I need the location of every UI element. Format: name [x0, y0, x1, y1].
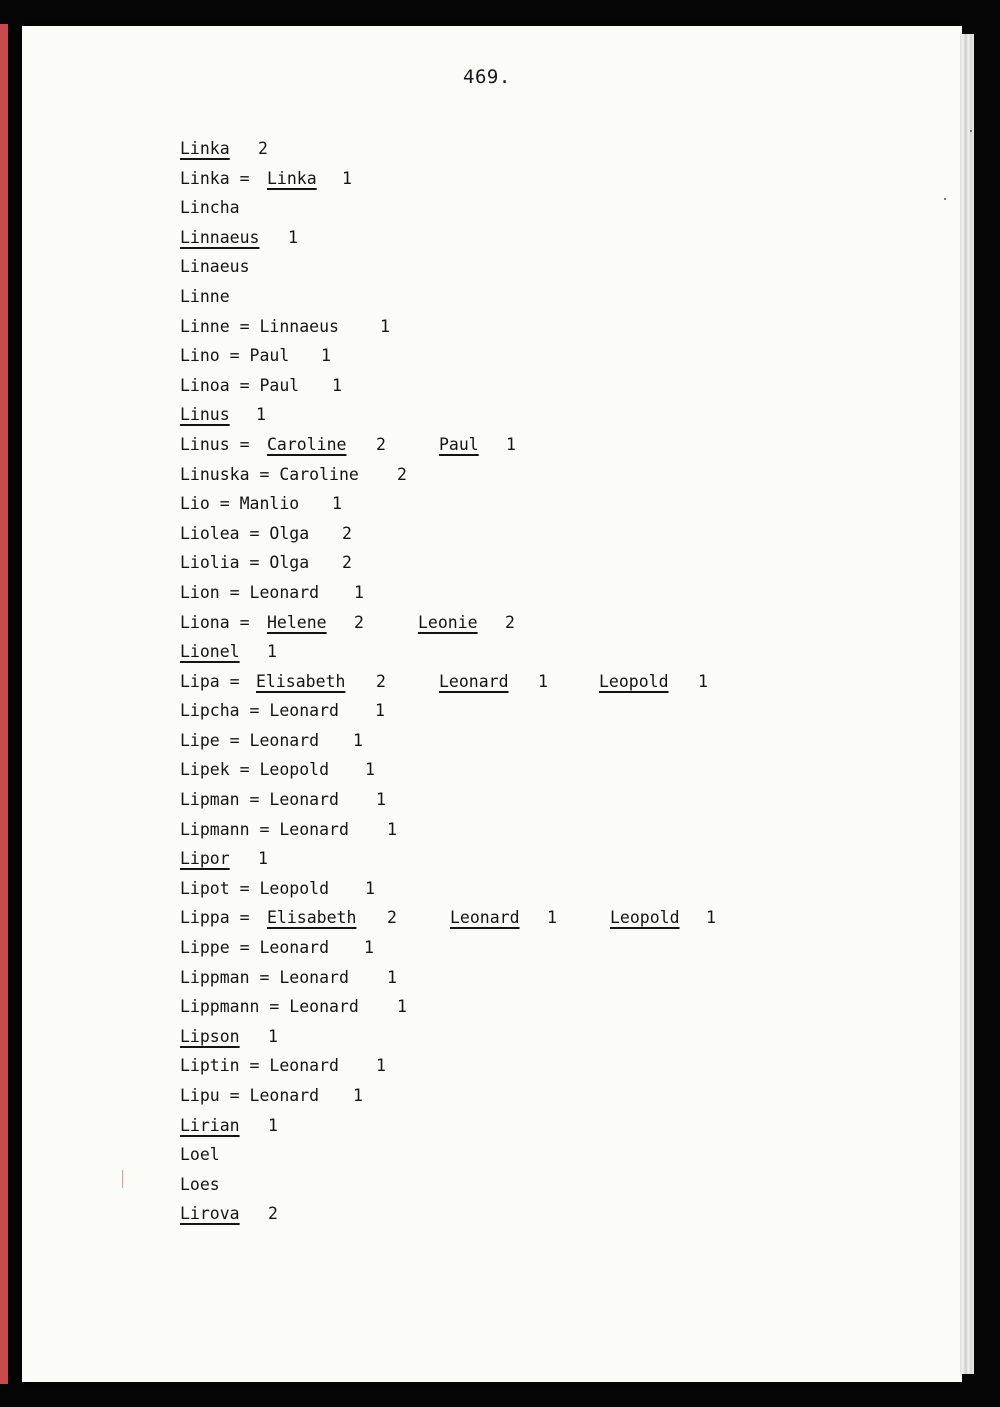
- entry-count: 1: [547, 908, 557, 928]
- entry-name: Lipman = Leonard: [180, 790, 339, 810]
- entry-name: Linuska = Caroline: [180, 464, 359, 484]
- entry-count: 1: [387, 819, 397, 839]
- entry-count: 2: [397, 464, 407, 484]
- entry-name-underlined: Linnaeus: [180, 227, 260, 247]
- entry-name: Liolia = Olga: [180, 553, 310, 573]
- entry-name: Linus =: [180, 434, 250, 454]
- entry-name-underlined: Lirova: [180, 1204, 240, 1224]
- entry-name-underlined: Helene: [267, 612, 327, 632]
- entry-name-underlined: Lipson: [180, 1026, 240, 1046]
- entry-count: 1: [332, 494, 342, 514]
- entry-name: Lipe = Leonard: [180, 730, 320, 750]
- entry-name-underlined: Leonard: [450, 908, 520, 928]
- entry-count: 1: [332, 375, 342, 395]
- entry-name: Lipot = Leopold: [180, 878, 330, 898]
- margin-mark: [122, 1170, 123, 1188]
- entry-name: Linoa = Paul: [180, 375, 300, 395]
- entry-count: 2: [354, 612, 364, 632]
- entry-name-underlined: Lipor: [180, 849, 230, 869]
- entry-count: 2: [387, 908, 397, 928]
- entry-name-underlined: Linka: [267, 168, 317, 188]
- entry-name-underlined: Leopold: [599, 671, 669, 691]
- entry-name-underlined: Lionel: [180, 642, 240, 662]
- entry-count: 1: [267, 642, 277, 662]
- entry-count: 1: [538, 671, 548, 691]
- entry-count: 2: [342, 553, 352, 573]
- entry-name-underlined: Leonard: [439, 671, 509, 691]
- entry-name: Lipmann = Leonard: [180, 819, 349, 839]
- entry-count: 1: [321, 346, 331, 366]
- entry-count: 1: [365, 878, 375, 898]
- entry-count: 1: [365, 760, 375, 780]
- entry-count: 1: [354, 582, 364, 602]
- entry-name: Lippa =: [180, 908, 250, 928]
- entry-count: 1: [706, 908, 716, 928]
- page-number: 469.: [463, 66, 511, 88]
- entry-name-underlined: Leopold: [610, 908, 680, 928]
- entry-count: 2: [376, 434, 386, 454]
- book-spine-edge: [0, 24, 8, 1384]
- entry-name: Lipek = Leopold: [180, 760, 330, 780]
- entry-name: Loel: [180, 1145, 220, 1165]
- page-stack-edge: [960, 34, 974, 1374]
- entry-name-underlined: Elisabeth: [267, 908, 357, 928]
- entry-count: 2: [376, 671, 386, 691]
- entry-name: Linne: [180, 286, 230, 306]
- entry-count: 1: [506, 434, 516, 454]
- entry-count: 1: [375, 701, 385, 721]
- entry-name: Linka =: [180, 168, 250, 188]
- entry-count: 2: [258, 139, 268, 158]
- entry-name-underlined: Caroline: [267, 434, 347, 454]
- entry-name-underlined: Paul: [439, 434, 479, 454]
- entry-name: Lippe = Leonard: [180, 938, 330, 958]
- entry-name-underlined: Leonie: [418, 612, 478, 632]
- entry-count: 1: [397, 997, 407, 1017]
- entry-count: 1: [353, 1086, 363, 1105]
- entry-name-underlined: Lirian: [180, 1115, 240, 1135]
- entry-name: Lipa =: [180, 671, 240, 691]
- entry-name: Linne = Linnaeus: [180, 316, 339, 336]
- entry-name: Linaeus: [180, 257, 250, 277]
- entry-name: Liona =: [180, 612, 250, 632]
- speck: [970, 130, 972, 132]
- entry-count: 1: [258, 849, 268, 869]
- entry-name: Lino = Paul: [180, 346, 290, 366]
- entry-count: 1: [376, 790, 386, 810]
- entry-count: 2: [505, 612, 515, 632]
- entry-count: 1: [268, 1026, 278, 1046]
- entry-name: Lio = Manlio: [180, 494, 300, 514]
- entry-count: 1: [288, 227, 298, 247]
- entry-name: Liolea = Olga: [180, 523, 310, 543]
- entry-name-underlined: Linka: [180, 139, 230, 158]
- entry-name: Lion = Leonard: [180, 582, 320, 602]
- entry-count: 1: [353, 730, 363, 750]
- entry-count: 2: [342, 523, 352, 543]
- entry-name: Lippmann = Leonard: [180, 997, 359, 1017]
- entry-count: 2: [268, 1204, 278, 1224]
- entry-name: Lipcha = Leonard: [180, 701, 339, 721]
- entry-count: 1: [376, 1056, 386, 1076]
- entry-name-underlined: Linus: [180, 405, 230, 425]
- entry-name: Lippman = Leonard: [180, 967, 349, 987]
- entry-name: Loes: [180, 1174, 220, 1194]
- entry-count: 1: [256, 405, 266, 425]
- entry-name-underlined: Elisabeth: [256, 671, 346, 691]
- entry-count: 1: [380, 316, 390, 336]
- entry-name: Liptin = Leonard: [180, 1056, 339, 1076]
- entry-name: Lipu = Leonard: [180, 1086, 320, 1105]
- entry-count: 1: [364, 938, 374, 958]
- entry-count: 1: [342, 168, 352, 188]
- entry-count: 1: [387, 967, 397, 987]
- speck: [944, 198, 946, 200]
- entry-name: Lincha: [180, 198, 240, 218]
- entry-count: 1: [268, 1115, 278, 1135]
- document-page: [22, 26, 962, 1382]
- entry-count: 1: [698, 671, 708, 691]
